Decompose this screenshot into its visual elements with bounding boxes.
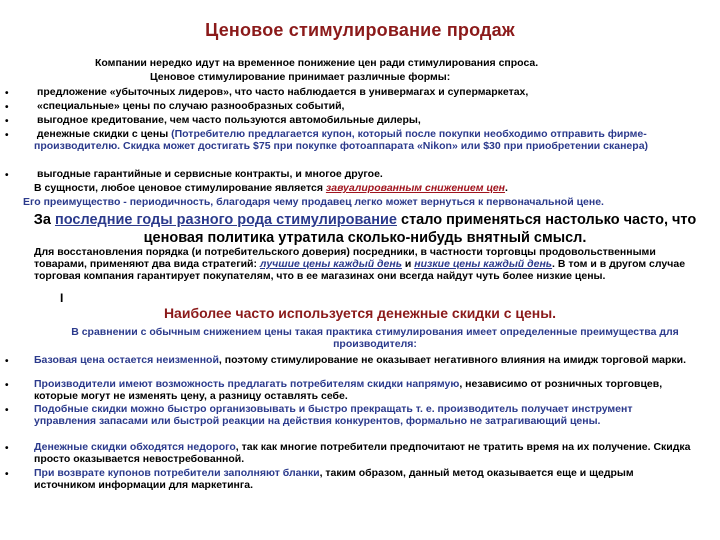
big-highlight: последние годы разного рода стимулирование (54, 212, 397, 228)
restore-paragraph (34, 246, 694, 282)
list-item: предложение «убыточных лидеров», что часто наблюдается в универмагах и супермаркетах, (37, 86, 529, 98)
text-marker: I (60, 291, 64, 305)
list-item-discounts (34, 128, 654, 152)
essence-highlight: завуалированным снижением цен (325, 182, 506, 194)
discounts-lead: денежные скидки с цены (36, 128, 172, 140)
bullet: • (5, 170, 9, 181)
big-prefix: За (33, 212, 55, 228)
bullet: • (5, 88, 9, 99)
benefit-rest: , поэтому стимулирование не оказывает негативного влияния на имидж торговой марки. (218, 354, 687, 366)
restore-suffix: . В том и в другом случае торговая компания гарантирует покупателям, что в ее магазинах они всегда найдут чуть более низкие цены. (34, 258, 686, 282)
list-item (34, 441, 694, 465)
essence-suffix: . (505, 182, 508, 194)
big-suffix: стало применяться настолько часто, что ценовая политика утратила сколько-нибудь внятный смысл. (143, 212, 697, 246)
benefit-head: Денежные скидки обходятся недорого (34, 441, 236, 453)
bullet: • (5, 130, 9, 141)
bullet: • (5, 469, 9, 480)
list-item (34, 467, 694, 491)
bullet: • (5, 443, 9, 454)
big-statement (20, 211, 710, 247)
essence-line (34, 182, 508, 194)
list-item: выгодные гарантийные и сервисные контракты, и многое другое. (37, 168, 383, 180)
bullet: • (5, 116, 9, 127)
subtitle: Наиболее часто используется денежные скидки с цены. (163, 305, 557, 321)
list-item: «специальные» цены по случаю разнообразных событий, (37, 100, 345, 112)
bullet: • (5, 102, 9, 113)
benefit-rest: , таким образом, данный метод оказывается еще и щедрым источником информации для маркетинга. (34, 467, 634, 491)
bullet: • (5, 405, 9, 416)
list-item: выгодное кредитование, чем часто пользуются автомобильные дилеры, (37, 114, 421, 126)
essence-prefix: В сущности, любое ценовое стимулирование является (34, 182, 326, 194)
benefit-head: При возврате купонов потребители заполняют бланки (34, 467, 320, 479)
list-item (34, 378, 694, 402)
discounts-example: (Потребителю предлагается купон, который после покупки необходимо отправить фирме-производителю. Скидка может достигать $75 при покупке фотоаппарата «Nikon» или $30 при приобретении сканера) (34, 128, 649, 152)
strategy-1: лучшие цены каждый день (259, 258, 402, 270)
intro-line-2: Ценовое стимулирование принимает различные формы: (150, 71, 451, 83)
benefit-head: Производители имеют возможность предлагать потребителям скидки напрямую (34, 378, 460, 390)
strategy-2: низкие цены каждый день (414, 258, 553, 270)
benefit-rest: , так как многие потребители предпочитают не тратить время на их получение. Скидка просто оказывается невостребованной. (34, 441, 691, 465)
list-item (34, 354, 694, 366)
benefit-head: Подобные скидки можно быстро организовывать и быстро прекращать т. е. производитель получает инструмент управления запасами или быстрой реакции на действия конкурентов, формально не затрагивающий цены. (34, 403, 633, 427)
list-item (34, 403, 694, 427)
advantage-line: Его преимущество - периодичность, благодаря чему продавец легко может вернуться к первоначальной цене. (23, 196, 604, 208)
page-title: Ценовое стимулирование продаж (205, 20, 515, 40)
bullet: • (5, 380, 9, 391)
benefit-head: Базовая цена остается неизменной (34, 354, 219, 366)
restore-and: и (401, 258, 415, 270)
bullet: • (5, 356, 9, 367)
restore-prefix: Для восстановления порядка (и потребительского доверия) посредники, в частности торговцы продовольственными товарами, применяют два вида стратегий: (34, 246, 656, 270)
compare-paragraph: В сравнении с обычным снижением цены такая практика стимулирования имеет определенные преимущества для производителя: (71, 326, 679, 350)
intro-line-1: Компании нередко идут на временное понижение цен ради стимулирования спроса. (95, 57, 539, 69)
benefit-rest: , независимо от розничных торговцев, которые могут не изменять цену, а разницу оставлять себе. (34, 378, 663, 402)
